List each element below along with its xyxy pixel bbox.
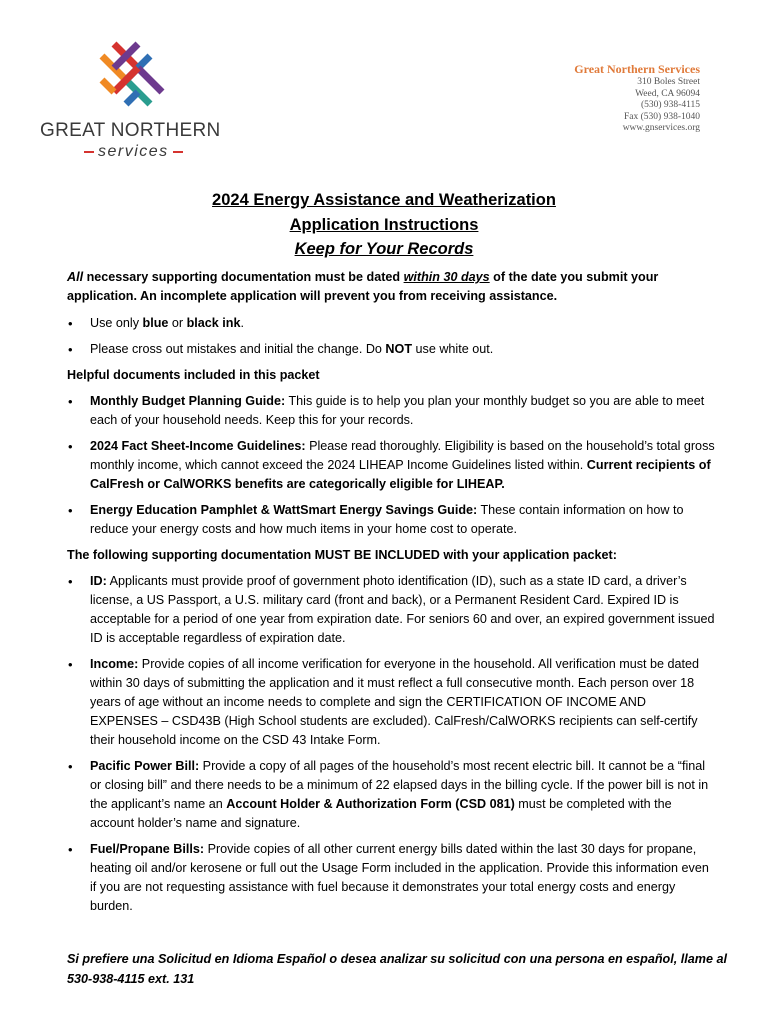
list-item-fuel-bills: • Fuel/Propane Bills: Provide copies of all other current energy bills dated within the last 30 days for propane, heating oil and/or kerosene or full out the Usage Form included in the application. Provide this information even if you are not requesting assistance with fuel because it demonstrates your total energy costs and energy burden.	[67, 840, 715, 916]
org-city: Weed, CA 96094	[635, 88, 700, 99]
organization-contact	[574, 62, 700, 135]
organization-logo	[38, 34, 228, 164]
list-item-energy-education: • Energy Education Pamphlet & WattSmart Energy Savings Guide: These contain information on how to reduce your energy costs and how much items in your home cost to operate.	[67, 501, 715, 539]
list-item-id: • ID: Applicants must provide proof of government photo identification (ID), such as a state ID card, a driver’s license, a US Passport, a U.S. military card (front and back), or a Permanent Resident Card. Expired ID is acceptable for a period of one year from expiration date. For seniors 60 and over, an expired government issued ID is acceptable regardless of expiration date.	[67, 572, 715, 648]
list-item-ink: • Use only blue or black ink.	[67, 314, 715, 333]
org-phone: (530) 938-4115	[640, 100, 700, 110]
title-line-3: Keep for Your Records	[294, 240, 474, 258]
logo-subtitle: services	[80, 143, 187, 161]
intro-paragraph: All necessary supporting documentation must be dated within 30 days of the date you submit your application. An incomplete application will prevent you from receiving assistance.	[67, 270, 659, 303]
required-list	[67, 572, 715, 916]
spanish-note: Si prefiere una Solicitud en Idioma Español o desea analizar su solicitud con una persona en español, llame al 530-938-4115 ext. 131	[67, 951, 727, 986]
list-item-income: • Income: Provide copies of all income verification for everyone in the household. All verification must be dated within 30 days of submitting the application and it must reflect a full consecutive month. Each person over 18 years of age without an income needs to complete and sign the CERTIFICATION OF INCOME AND EXPENSES – CSD43B (High School students are excluded). CalFresh/CalWORKS recipients can self-certify their household income on the CSD 43 Intake Form.	[67, 655, 715, 750]
list-item-power-bill: • Pacific Power Bill: Provide a copy of all pages of the household’s most recent electric bill. It cannot be a “final or closing bill” and there needs to be a minimum of 22 elapsed days in the billing cycle. If the power bill is not in the applicant’s name an Account Holder & Authorization Form (CSD 081) must be completed with the account holder’s name and signature.	[67, 757, 715, 833]
logo-mark-icon	[92, 34, 172, 114]
required-heading: The following supporting documentation MUST BE INCLUDED with your application packet:	[67, 548, 617, 562]
title-line-1: 2024 Energy Assistance and Weatherization	[212, 191, 556, 209]
title-line-2: Application Instructions	[289, 215, 479, 234]
org-fax: Fax (530) 938-1040	[624, 111, 700, 122]
list-item-fact-sheet: • 2024 Fact Sheet-Income Guidelines: Please read thoroughly. Eligibility is based on the household’s total gross monthly income, which cannot exceed the 2024 LIHEAP Income Guidelines listed within. Current recipients of CalFresh or CalWORKS benefits are categorically eligible for LIHEAP.	[67, 437, 715, 494]
org-website[interactable]: www.gnservices.org	[622, 123, 700, 133]
instruction-list	[67, 314, 715, 359]
logo-wordmark: GREAT NORTHERN	[40, 120, 221, 141]
helpful-list	[67, 392, 715, 539]
org-name: Great Northern Services	[574, 62, 700, 76]
list-item-budget: • Monthly Budget Planning Guide: This guide is to help you plan your monthly budget so you are able to meet each of your household needs. Keep this for your records.	[67, 392, 715, 430]
helpful-heading: Helpful documents included in this packet	[67, 368, 320, 382]
document-body	[67, 268, 715, 923]
org-street: 310 Boles Street	[637, 77, 700, 87]
list-item-mistakes: • Please cross out mistakes and initial the change. Do NOT use white out.	[67, 340, 715, 359]
document-title	[0, 188, 768, 262]
